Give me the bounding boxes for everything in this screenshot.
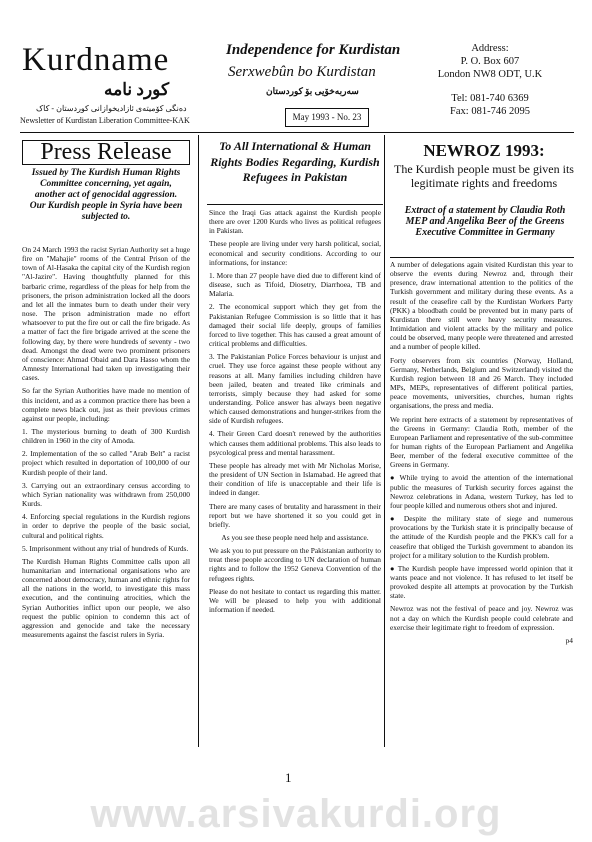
newroz-body xyxy=(390,260,573,645)
tagline-arabic-script: سەربەخۆیی بۆ کوردستان xyxy=(266,86,359,96)
col2-paragraph: 4. Their Green Card doesn't renewed by the authorities which causes them additional problems. This also leads to psycological press and mental harassment. xyxy=(209,429,381,457)
column-divider-1 xyxy=(198,135,199,747)
col2-paragraph: These people are living under very harsh political, social, economical and security conditions. According to our informations, for instance: xyxy=(209,239,381,267)
col1-paragraph: 5. Imprisonment without any trial of hundreds of Kurds. xyxy=(22,543,189,553)
refugees-body xyxy=(209,208,381,618)
col2-paragraph: 1. More than 27 people have died due to different kind of disease, such as Tifoid, Diosetry, Diarrhoea, TB and Malaria. xyxy=(209,270,381,299)
address-block xyxy=(406,42,574,118)
col2-paragraph: As you see these people need help and assistance. xyxy=(221,533,369,542)
watermark: www.arsivakurdi.org xyxy=(90,792,502,836)
col3-paragraph: ● The Kurdish people have impressed world opinion that it wants peace and not violence. It has refused to let itself be provoked despite all attempts at provocation by the Turkish state. xyxy=(390,564,573,601)
issue-box: May 1993 - No. 23 xyxy=(285,108,369,127)
col2-paragraph: There are many cases of brutality and harassment in their report but we have shortened it so you could get in briefly. xyxy=(209,501,381,529)
masthead-title: Kurdname xyxy=(22,42,170,78)
col1-paragraph: 2. Implementation of the so called "Arab Belt" a racist project which resulted in deportation of 100,000 of our Kurdish people of their land. xyxy=(22,449,190,477)
col3-heading-rule xyxy=(390,257,574,258)
masthead-newsletter-line: Newsletter of Kurdistan Liberation Committee-KAK xyxy=(20,116,190,125)
press-release-heading: Press Release xyxy=(22,140,190,165)
newroz-extract-heading: Extract of a statement by Claudia Roth MEP and Angelika Beer of the Greens Executive Committee in Germany xyxy=(404,205,566,238)
masthead-rule xyxy=(20,132,574,133)
continued-marker: p4 xyxy=(565,635,573,645)
col3-paragraph: Newroz was not the festival of peace and joy. Newroz was not a day on which the Kurdish people could celebrate and exercise their legitimate right to freedom of expression. xyxy=(390,604,573,632)
address-line-2: London NW8 ODT, U.K xyxy=(437,69,543,80)
newroz-subheading: The Kurdish people must be given its legitimate rights and freedoms xyxy=(394,162,574,190)
col2-paragraph: Since the Iraqi Gas attack against the Kurdish people there are over 1200 Kurds who lives as political refugees in Pakistan. xyxy=(209,208,381,236)
tagline-kurdish: Serxwebûn bo Kurdistan xyxy=(228,64,376,80)
newroz-heading: NEWROZ 1993: xyxy=(423,141,545,160)
address-line-1: P. O. Box 607 xyxy=(460,56,520,67)
refugees-heading: To All International & Human Rights Bodies Regarding, Kurdish Refugees in Pakistan xyxy=(210,139,380,184)
col3-paragraph: We reprint here extracts of a statement by representatives of the Greens in Germany: Claudia Roth, member of the European Parliament and representative of the sub-committee for human rights of the European Parliament and Angelika Beer, member of the federal executive committee of the Greens in Germany. xyxy=(390,414,573,470)
col1-paragraph: On 24 March 1993 the racist Syrian Authority set a huge fire on "Mahajie" rooms of the Central Prison of the town of Al-Hasaka the capital city of the Kurdish region "Al-Jazire". Having thoughtfully planned for this barbaric crime, regardless of the pleas for help from the prisoners, the prison administration locked all the doors and let all the inmates burn to death under their very nose. The prison administration made no effort whatsoever to put the fire out or call the fire brigade. As a matter of fact the fire brigade arrived at the scene the following day, by there were hundreds of seventy - two dead. Amongst the dead were two prominent prisoners of conscience: Ahmad Obaid and Dara Hasso whom the Amnesty International had taken up investigating their cases. xyxy=(22,245,190,383)
address-fax: Fax: 081-746 2095 xyxy=(450,106,530,117)
press-release-body xyxy=(22,245,190,643)
col2-paragraph: Please do not hesitate to contact us regarding this matter. We will be pleased to help you with additional information if needed. xyxy=(209,586,381,615)
col2-paragraph: We ask you to put pressure on the Pakistanian authority to treat these people according to UN declaration of human rights and to follow the 1952 Geneva Convention of the refugees rights. xyxy=(209,546,381,583)
col1-paragraph: 4. Enforcing special regulations in the Kurdish regions in order to deprive the people of the basic social, cultural and political rights. xyxy=(22,512,190,540)
col2-paragraph: These people has already met with Mr Nicholas Morise, the president of UN Section in Islamabad. He agreed that their condition of life is unacceptable and their life is indeed in danger. xyxy=(209,460,381,498)
col3-paragraph: ● While trying to avoid the attention of the international public the measures of Turkish security forces against the Newroz celebrations in Adana, western Turkey, has led to four people killed and numerous others shot and injured. xyxy=(390,473,573,510)
col1-paragraph: So far the Syrian Authorities have made no mention of this incident, and as a common practice there has been a complete news black out, just as their previous crimes against our people, including: xyxy=(22,386,190,423)
col3-paragraph: A number of delegations again visited Kurdistan this year to observe the events during Newroz and, through their presence, draw international attention to the politics of the Turkish government and military during these events. As a result of the ceasefire call by the Kurdistan Workers Party (PKK) a bloodbath could be prevented but in many parts of Kurdistan there still were heavy security measures. Intimidation and violent attacks by the military and police could be observed, many people were threatened and arrested and a number of people killed. xyxy=(390,260,573,352)
masthead-kurdish-line: دەنگی کۆمیتەی ئازادیخوازانی کوردستان - کاک xyxy=(36,104,187,113)
col2-heading-rule xyxy=(207,204,383,205)
address-tel: Tel: 081-740 6369 xyxy=(451,93,529,104)
col1-paragraph: 1. The mysterious burning to death of 300 Kurdish children in 1960 in the city of Amoda. xyxy=(22,426,190,446)
col2-paragraph: 3. The Pakistanian Police Forces behaviour is unjust and cruel. They use force against these people without any reasons at all. Many families including children have been jailed, beaten and treated like criminals and terrorists, simply because they had asked for some understanding. Police answer has always been negative which caused demonstrations and hunger-strikes from the side of Kurdish refugees. xyxy=(209,352,381,426)
page-number: 1 xyxy=(285,770,292,785)
col2-paragraph: 2. The economical support which they get from the Pakistanian Refugee Commission is so little that it has damaged their social life deeply, groups of families forced to live together. This has caused a great amount of critical problems and difficulties. xyxy=(209,302,381,349)
col3-paragraph: Forty observers from six countries (Norway, Holland, Germany, Netherlands, Belgium and Switzerland) visited the Kurdish region between 18 and 26 March. They included MPs, MEPs, representatives of different political parties, peace movements, universities, churches, human rights organisations, the press and media. xyxy=(390,355,573,411)
col1-paragraph: 3. Carrying out an extraordinary census according to which Syrian nationality was withdrawn from 250,000 Kurds. xyxy=(22,480,190,509)
tagline-english: Independence for Kurdistan xyxy=(226,42,401,58)
address-label: Address: xyxy=(471,43,509,54)
column-divider-2 xyxy=(384,135,385,747)
masthead-arabic-title: كورد نامه xyxy=(104,80,170,99)
col1-paragraph: The Kurdish Human Rights Committee calls upon all humanitarian and international organisations who are concerned about democracy, human and ethnic rights for all the nations in the world, to investigate this mass execution, and the continuing atrocities, which the Syrian Authorities inflict upon our people, we also request the public opinion to condemn this act of aggression and genocide and take the necessary measurements against the fascist rulers in Syria. xyxy=(22,556,190,640)
col3-paragraph: ● Despite the military state of siege and numerous provocations by the Turkish state it is principally because of the attitude of the Kurdish people and the PKK's call for a ceasefire that obliged the Turkish government to abandon its project for a military solution to the Kurdish problem. xyxy=(390,514,573,560)
press-release-subheading: Issued by The Kurdish Human Rights Committee concerning, yet again, another act of genocidal aggression. Our Kurdish people in Syria have been subjected to. xyxy=(29,168,183,222)
